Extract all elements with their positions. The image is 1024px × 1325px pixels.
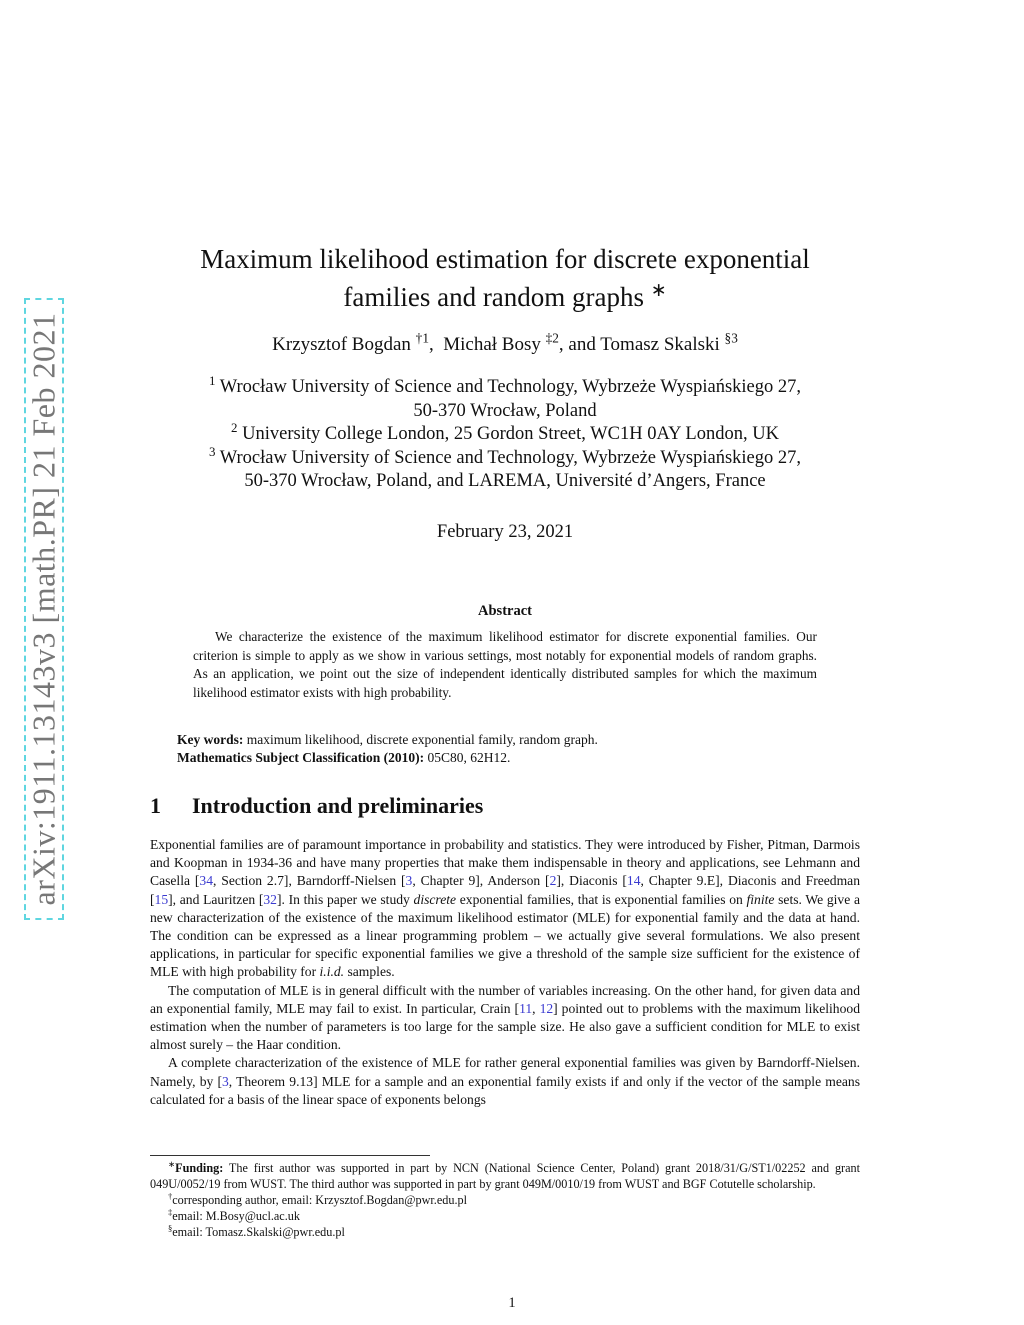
paragraph-2: The computation of MLE is in general difficult with the number of variables increasing. On the other hand, for given data and an exponential family, MLE may fail to exist. In particular, Crain [11, 12] pointed out to problems with the maximum likelihood estimation when the number of parameters is too large for the sample size. He also gave a sufficient condition for MLE to exist almost surely – the Haar condition. [150, 982, 860, 1053]
affiliation-1: $^1$ Wrocław University of Science and Technology, Wybrzeże Wyspiańskiego 27, [209, 372, 801, 397]
title-line-1: Maximum likelihood estimation for discrete exponential [200, 244, 810, 274]
author-3-mark: §3 [724, 330, 738, 346]
citation-3[interactable]: 3 [405, 873, 413, 889]
arxiv-stamp-text: arXiv:1911.13143v3 [math.PR] 21 Feb 2021 [25, 312, 62, 906]
section-heading [150, 793, 483, 819]
keywords [177, 732, 857, 748]
msc-value: 05C80, 62H12. [427, 750, 511, 765]
paper-date: February 23, 2021 [436, 522, 574, 542]
author-1-mark: †1 [415, 330, 429, 346]
keywords-label: Key words: [177, 732, 244, 747]
body-text [150, 836, 860, 1109]
abstract-text: We characterize the existence of the maximum likelihood estimator for discrete exponential families. Our criterion is simple to apply as we show in various settings, most notably for exponential models of random graphs. As an application, we point out the size of independent identically distributed samples for which the maximum likelihood estimator exists with high probability. [193, 629, 817, 700]
footnote-rule [150, 1155, 430, 1156]
affiliation-1-cont: 50-370 Wrocław, Poland [413, 400, 597, 421]
author-3: Tomasz Skalski [600, 334, 720, 355]
citation-34[interactable]: 34 [199, 873, 214, 889]
section-title: Introduction and preliminaries [192, 793, 484, 818]
footnote-corresponding: †corresponding author, email: Krzysztof.Bogdan@pwr.edu.pl [168, 1190, 467, 1207]
citation-3b[interactable]: 3 [221, 1073, 229, 1089]
title-line-2: families and random graphs ∗ [343, 280, 667, 312]
author-2: Michał Bosy [443, 334, 541, 355]
msc-label: Mathematics Subject Classification (2010): [177, 750, 425, 765]
citation-14[interactable]: 14 [626, 873, 641, 889]
paragraph-3: A complete characterization of the existence of MLE for rather general exponential families was given by Barndorff-Nielsen. Namely, by [3, Theorem 9.13] MLE for a sample and an exponential family exists if and only if the vector of the sample means calculated for a basis of the linear space of exponents belongs [150, 1055, 860, 1107]
citation-2[interactable]: 2 [549, 873, 557, 889]
page-number: 1 [508, 1295, 516, 1311]
msc-classification [177, 750, 857, 766]
affiliation-3-cont: 50-370 Wrocław, Poland, and LAREMA, Université d’Angers, France [244, 471, 766, 491]
citation-12[interactable]: 12 [539, 1000, 554, 1016]
footnote-email-bosy: ‡email: M.Bosy@ucl.ac.uk [168, 1206, 300, 1223]
paragraph-1: Exponential families are of paramount importance in probability and statistics. They were introduced by Fisher, Pitman, Darmois and Koopman in 1934-36 and have many properties that make them indispensable in theory and applications, see Lehmann and Casella [34, Section 2.7], Barndorff-Nielsen [3, Chapter 9], Anderson [2], Diaconis [14, Chapter 9.E], Diaconis and Freedman [15], and Lauritzen [32]. In this paper we study discrete exponential families, that is exponential families on finite sets. We give a new characterization of the existence of the maximum likelihood estimator (MLE) for exponential family and the data at hand. The condition can be expressed as a linear programming problem – we actually give several formulations. We also present applications, in particular for specific exponential families we give a threshold of the sample size sufficient for the existence of MLE with high probability for i.i.d. samples. [150, 837, 860, 980]
citation-32[interactable]: 32 [263, 891, 277, 907]
citation-11[interactable]: 11 [519, 1000, 533, 1016]
author-2-mark: ‡2 [545, 330, 559, 346]
title-footnote-mark: ∗ [650, 280, 667, 301]
citation-15[interactable]: 15 [154, 891, 169, 907]
arxiv-stamp [24, 298, 64, 920]
footnote-email-skalski: §email: Tomasz.Skalski@pwr.edu.pl [168, 1222, 345, 1239]
paper-title [150, 240, 860, 316]
affiliation-3: $^3$ Wrocław University of Science and Technology, Wybrzeże Wyspiańskiego 27, [209, 443, 801, 468]
abstract-heading: Abstract [478, 603, 532, 619]
keywords-value: maximum likelihood, discrete exponential family, random graph. [246, 732, 598, 747]
author-list: Krzysztof Bogdan $^{\dagger 1}$, Michał Bosy $^{\ddagger 2}$, and Tomasz Skalski $^{\S 3}$ [272, 330, 738, 355]
section-number: 1 [150, 793, 161, 818]
footnote-funding: ∗Funding: The first author was supported in part by NCN (National Science Center, Poland) grant 2018/31/G/ST1/02252 and grant 049U/0052/19 from WUST. The third author was supported in part by grant 049M/0010/19 from WUST and BGF Cotutelle scholarship. [150, 1158, 860, 1191]
footnotes [150, 1160, 860, 1240]
author-1: Krzysztof Bogdan [272, 334, 411, 355]
affiliations [150, 372, 860, 494]
affiliation-2: $^2$ University College London, 25 Gordon Street, WC1H 0AY London, UK [231, 419, 779, 444]
